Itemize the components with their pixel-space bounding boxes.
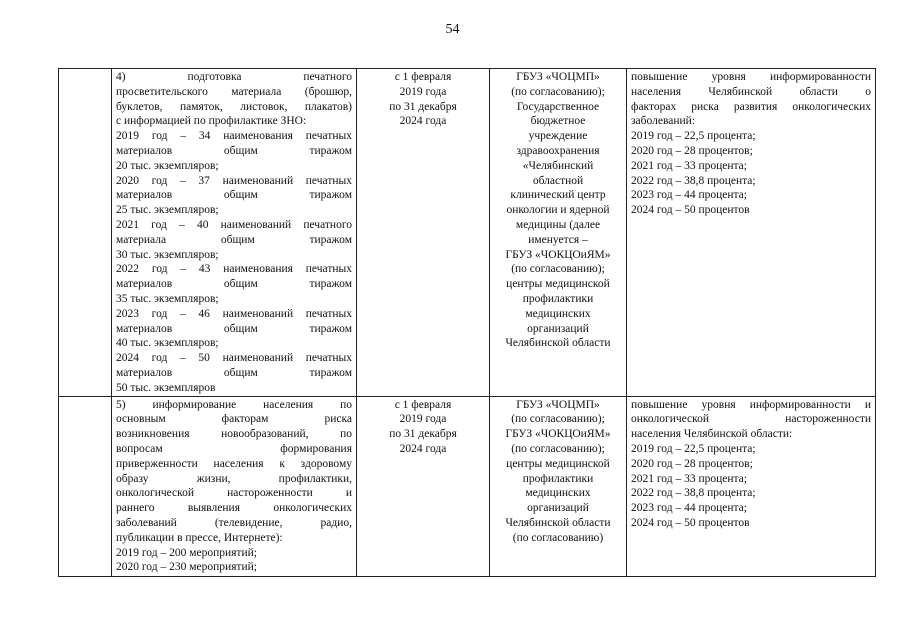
text-line: организаций bbox=[527, 322, 589, 335]
text-line: повышение уровня информированности и bbox=[631, 398, 871, 411]
text-line: медицины (далее bbox=[515, 218, 601, 231]
text-line: приверженности населения к здоровому bbox=[116, 457, 352, 470]
text-line: 2024 год – 50 процентов bbox=[631, 516, 750, 529]
period-cell bbox=[357, 69, 490, 397]
text-line: заболеваний (телевидение, радио, bbox=[116, 516, 352, 529]
text-line: 2024 год – 50 наименований печатных bbox=[116, 352, 352, 365]
text-line: областной bbox=[532, 174, 584, 187]
text-line: медицинских bbox=[525, 307, 591, 320]
text-line: населения Челябинской области: bbox=[631, 428, 793, 441]
text-line: с 1 февраля bbox=[394, 71, 452, 83]
text-line: бюджетное bbox=[530, 115, 586, 128]
text-line: 2021 год – 33 процента; bbox=[631, 472, 747, 485]
text-line: повышение уровня информированности bbox=[631, 71, 871, 83]
text-line: именуется – bbox=[528, 233, 588, 246]
text-line: профилактики bbox=[522, 292, 594, 305]
text-line: 50 тыс. экземпляров bbox=[116, 381, 216, 394]
text-line: 2019 год – 22,5 процента; bbox=[631, 130, 756, 143]
text-line: 2019 год – 22,5 процента; bbox=[631, 442, 756, 455]
text-line: 2023 год – 46 наименований печатных bbox=[116, 307, 352, 320]
text-line: 2021 год – 33 процента; bbox=[631, 159, 747, 172]
text-line: основным факторам риска bbox=[116, 413, 352, 426]
text-line: 2023 год – 44 процента; bbox=[631, 189, 747, 202]
text-line: 2024 года bbox=[399, 442, 447, 455]
text-line: «Челябинский bbox=[522, 159, 594, 172]
text-line: материалов общим тиражом bbox=[116, 278, 352, 291]
row-number-cell bbox=[59, 69, 112, 397]
text-line: центры медицинской bbox=[506, 278, 610, 291]
text-line: публикации в прессе, Интернете): bbox=[116, 531, 283, 544]
text-line: 4) подготовка печатного bbox=[116, 71, 352, 83]
text-line: онкологической настороженности bbox=[631, 413, 871, 426]
text-line: образу жизни, профилактики, bbox=[116, 472, 352, 485]
text-line: 2020 год – 28 процентов; bbox=[631, 144, 753, 157]
text-line: 2019 года bbox=[399, 85, 447, 98]
text-line: материалов общим тиражом bbox=[116, 189, 352, 202]
text-line: материала общим тиражом bbox=[116, 233, 352, 246]
text-line: 2021 год – 40 наименований печатного bbox=[116, 218, 352, 231]
text-line: 20 тыс. экземпляров; bbox=[116, 159, 219, 172]
text-line: материалов общим тиражом bbox=[116, 366, 352, 379]
text-line: раннего выявления онкологических bbox=[116, 502, 352, 515]
table-row bbox=[59, 69, 876, 397]
text-line: материалов общим тиражом bbox=[116, 322, 352, 335]
text-line: центры медицинской bbox=[506, 457, 610, 470]
text-line: по 31 декабря bbox=[389, 428, 457, 441]
text-line: 2024 год – 50 процентов bbox=[631, 204, 750, 217]
text-line: 5) информирование населения по bbox=[116, 398, 352, 411]
text-line: онкологии и ядерной bbox=[506, 204, 610, 217]
text-line: ГБУЗ «ЧОЦМП» bbox=[516, 398, 600, 411]
activity-cell bbox=[112, 396, 357, 576]
text-line: 30 тыс. экземпляров; bbox=[116, 248, 219, 261]
text-line: 2022 год – 38,8 процента; bbox=[631, 174, 756, 187]
text-line: (по согласованию) bbox=[512, 531, 604, 544]
text-line: клинический центр bbox=[510, 189, 606, 202]
text-line: Челябинской области bbox=[505, 337, 611, 350]
text-line: (по согласованию); bbox=[511, 263, 605, 276]
text-line: 2019 год – 34 наименования печатных bbox=[116, 130, 352, 143]
text-line: 2019 года bbox=[399, 413, 447, 426]
page-number: 54 bbox=[445, 22, 460, 37]
text-line: ГБУЗ «ЧОКЦОиЯМ» bbox=[505, 248, 611, 261]
activity-cell bbox=[112, 69, 357, 397]
text-line: 2023 год – 44 процента; bbox=[631, 502, 747, 515]
text-line: факторах риска развития онкологических bbox=[631, 100, 871, 113]
text-line: профилактики bbox=[522, 472, 594, 485]
text-line: ГБУЗ «ЧОЦМП» bbox=[516, 71, 600, 83]
text-line: 2020 год – 230 мероприятий; bbox=[116, 561, 257, 574]
table-row bbox=[59, 396, 876, 576]
text-line: по 31 декабря bbox=[389, 100, 457, 113]
text-line: Челябинской области bbox=[505, 516, 611, 529]
text-line: ГБУЗ «ЧОКЦОиЯМ» bbox=[505, 428, 611, 441]
text-line: 25 тыс. экземпляров; bbox=[116, 204, 219, 217]
text-line: материалов общим тиражом bbox=[116, 144, 352, 157]
text-line: онкологической настороженности и bbox=[116, 487, 352, 500]
text-line: возникновения новообразований, по bbox=[116, 428, 352, 441]
text-line: 2022 год – 38,8 процента; bbox=[631, 487, 756, 500]
text-line: 2020 год – 28 процентов; bbox=[631, 457, 753, 470]
text-line: учреждение bbox=[528, 130, 588, 143]
text-line: здравоохранения bbox=[516, 144, 600, 157]
text-line: (по согласованию); bbox=[511, 413, 605, 426]
text-line: 2019 год – 200 мероприятий; bbox=[116, 546, 257, 559]
text-line: 2022 год – 43 наименования печатных bbox=[116, 263, 352, 276]
executor-cell bbox=[490, 69, 627, 397]
result-cell bbox=[627, 396, 876, 576]
text-line: Государственное bbox=[516, 100, 600, 113]
text-line: населения Челябинской области о bbox=[631, 85, 871, 98]
text-line: заболеваний: bbox=[631, 115, 695, 128]
text-line: вопросам формирования bbox=[116, 442, 352, 455]
text-line: 2024 года bbox=[399, 115, 447, 128]
text-line: 2020 год – 37 наименований печатных bbox=[116, 174, 352, 187]
text-line: организаций bbox=[527, 502, 589, 515]
text-line: (по согласованию); bbox=[511, 442, 605, 455]
text-line: просветительского материала (брошюр, bbox=[116, 85, 352, 98]
text-line: 40 тыс. экземпляров; bbox=[116, 337, 219, 350]
text-line: медицинских bbox=[525, 487, 591, 500]
text-line: с 1 февраля bbox=[394, 398, 452, 411]
program-table bbox=[58, 68, 876, 577]
row-number-cell bbox=[59, 396, 112, 576]
executor-cell bbox=[490, 396, 627, 576]
result-cell bbox=[627, 69, 876, 397]
text-line: с информацией по профилактике ЗНО: bbox=[116, 115, 307, 128]
text-line: 35 тыс. экземпляров; bbox=[116, 292, 219, 305]
period-cell bbox=[357, 396, 490, 576]
text-line: буклетов, памяток, листовок, плакатов) bbox=[116, 100, 352, 113]
text-line: (по согласованию); bbox=[511, 85, 605, 98]
